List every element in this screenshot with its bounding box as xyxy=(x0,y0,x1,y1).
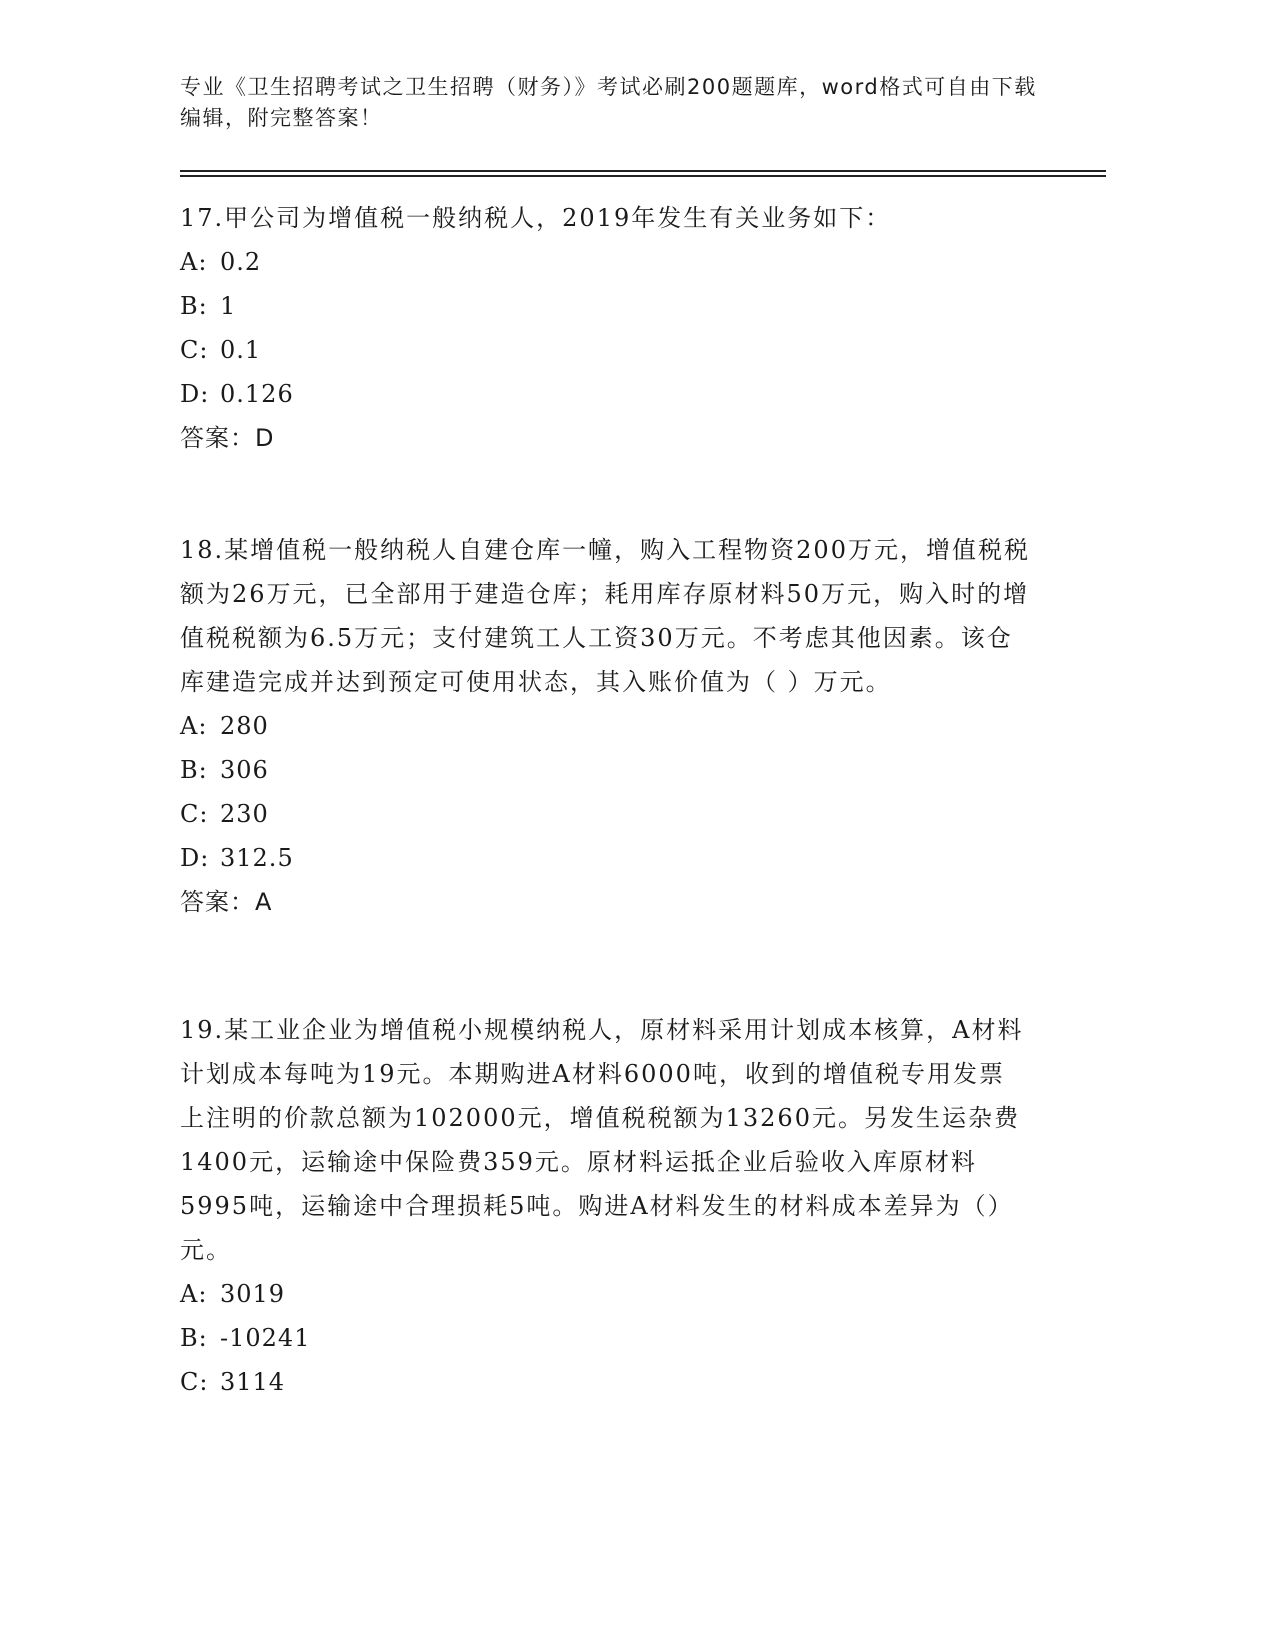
option-key: A: xyxy=(180,1280,208,1308)
option-text: 312.5 xyxy=(220,844,294,872)
option-key: D: xyxy=(180,844,210,872)
option-text: 280 xyxy=(220,712,269,740)
option-key: B: xyxy=(180,756,208,784)
question-18 xyxy=(180,528,1030,924)
option-key: C: xyxy=(180,336,209,364)
option-text: -10241 xyxy=(220,1324,311,1352)
option-key: A: xyxy=(180,712,208,740)
option-text: 3114 xyxy=(220,1368,286,1396)
option-d xyxy=(180,372,1030,416)
option-c xyxy=(180,328,1030,372)
option-key: B: xyxy=(180,1324,208,1352)
option-a xyxy=(180,240,1030,284)
option-key: D: xyxy=(180,380,210,408)
question-stem: 17.甲公司为增值税一般纳税人，2019年发生有关业务如下： xyxy=(180,204,892,232)
option-text: 1 xyxy=(220,292,237,320)
option-a xyxy=(180,704,1030,748)
option-c xyxy=(180,1360,1030,1404)
option-key: C: xyxy=(180,1368,209,1396)
option-text: 0.1 xyxy=(220,336,262,364)
option-text: 306 xyxy=(220,756,269,784)
option-b xyxy=(180,748,1030,792)
option-text: 0.126 xyxy=(220,380,294,408)
option-d xyxy=(180,836,1030,880)
option-a xyxy=(180,1272,1030,1316)
answer: 答案：D xyxy=(180,424,275,452)
header-divider-bottom xyxy=(180,175,1106,177)
option-c xyxy=(180,792,1030,836)
option-text: 230 xyxy=(220,800,269,828)
answer: 答案：A xyxy=(180,888,273,916)
option-b xyxy=(180,284,1030,328)
option-key: A: xyxy=(180,248,208,276)
option-text: 0.2 xyxy=(220,248,262,276)
question-17 xyxy=(180,196,1030,460)
question-19 xyxy=(180,1008,1030,1404)
document-header: 专业《卫生招聘考试之卫生招聘（财务）》考试必刷200题题库，word格式可自由下载编辑，附完整答案！ xyxy=(180,75,1037,130)
option-text: 3019 xyxy=(220,1280,286,1308)
question-stem: 18.某增值税一般纳税人自建仓库一幢，购入工程物资200万元，增值税税额为26万元，已全部用于建造仓库；耗用库存原材料50万元，购入时的增值税税额为6.5万元；支付建筑工人工资30万元。不考虑其他因素。该仓库建造完成并达到预定可使用状态，其入账价值为（ ）万元。 xyxy=(180,536,1030,696)
header-divider-top xyxy=(180,170,1106,172)
option-b xyxy=(180,1316,1030,1360)
option-key: C: xyxy=(180,800,209,828)
option-key: B: xyxy=(180,292,208,320)
question-stem: 19.某工业企业为增值税小规模纳税人，原材料采用计划成本核算，A材料计划成本每吨为19元。本期购进A材料6000吨，收到的增值税专用发票上注明的价款总额为102000元，增值税税额为13260元。另发生运杂费1400元，运输途中保险费359元。原材料运抵企业后验收入库原材料5995吨，运输途中合理损耗5吨。购进A材料发生的材料成本差异为（）元。 xyxy=(180,1016,1024,1264)
